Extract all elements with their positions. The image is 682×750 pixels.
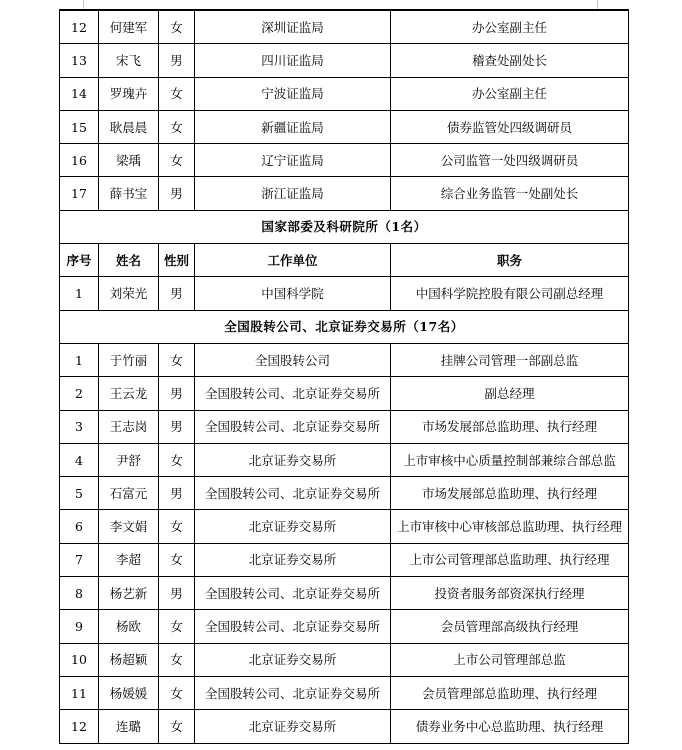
cell-position: 债券业务中心总监助理、执行经理 — [391, 710, 629, 743]
cell-work-unit: 北京证券交易所 — [195, 510, 391, 543]
cell-name: 罗瑰卉 — [99, 77, 159, 110]
cell-name: 梁瑀 — [99, 144, 159, 177]
cell-position: 挂牌公司管理一部副总监 — [391, 343, 629, 376]
cell-serial-number: 15 — [60, 110, 99, 143]
table-row — [60, 710, 629, 743]
cell-serial-number: 9 — [60, 610, 99, 643]
cell-gender: 男 — [159, 277, 195, 310]
cell-name: 刘荣光 — [99, 277, 159, 310]
cell-serial-number: 3 — [60, 410, 99, 443]
cell-gender: 男 — [159, 410, 195, 443]
cell-position: 办公室副主任 — [391, 10, 629, 44]
cell-position: 综合业务监管一处副处长 — [391, 177, 629, 210]
cell-name: 耿晨晨 — [99, 110, 159, 143]
cell-work-unit: 北京证券交易所 — [195, 443, 391, 476]
column-header: 工作单位 — [195, 244, 391, 277]
table-row — [60, 643, 629, 676]
cell-serial-number: 1 — [60, 343, 99, 376]
cell-work-unit: 宁波证监局 — [195, 77, 391, 110]
section-title: 全国股转公司、北京证券交易所（17名） — [60, 310, 629, 343]
cell-name: 连璐 — [99, 710, 159, 743]
cell-serial-number: 5 — [60, 477, 99, 510]
table-row — [60, 510, 629, 543]
cell-work-unit: 中国科学院 — [195, 277, 391, 310]
cell-work-unit: 新疆证监局 — [195, 110, 391, 143]
cell-position: 中国科学院控股有限公司副总经理 — [391, 277, 629, 310]
table-row — [60, 410, 629, 443]
cell-name: 杨媛媛 — [99, 676, 159, 709]
cell-gender: 女 — [159, 643, 195, 676]
cell-work-unit: 全国股转公司、北京证券交易所 — [195, 477, 391, 510]
cell-name: 李超 — [99, 543, 159, 576]
table-row — [60, 676, 629, 709]
table-row — [60, 377, 629, 410]
column-header-row — [60, 244, 629, 277]
cell-serial-number: 1 — [60, 277, 99, 310]
table-row — [60, 443, 629, 476]
cell-gender: 女 — [159, 510, 195, 543]
table-body — [60, 10, 629, 743]
cell-work-unit: 全国股转公司、北京证券交易所 — [195, 577, 391, 610]
column-header: 姓名 — [99, 244, 159, 277]
cell-position: 办公室副主任 — [391, 77, 629, 110]
cell-position: 上市审核中心审核部总监助理、执行经理 — [391, 510, 629, 543]
cell-name: 王云龙 — [99, 377, 159, 410]
table-row — [60, 543, 629, 576]
cell-gender: 女 — [159, 10, 195, 44]
table-row — [60, 177, 629, 210]
cell-position: 会员管理部高级执行经理 — [391, 610, 629, 643]
cell-work-unit: 全国股转公司 — [195, 343, 391, 376]
cell-gender: 男 — [159, 477, 195, 510]
cell-position: 市场发展部总监助理、执行经理 — [391, 477, 629, 510]
cell-position: 副总经理 — [391, 377, 629, 410]
cell-gender: 女 — [159, 144, 195, 177]
cell-position: 上市公司管理部总监助理、执行经理 — [391, 543, 629, 576]
table-row — [60, 343, 629, 376]
cell-name: 薛书宝 — [99, 177, 159, 210]
cell-position: 公司监管一处四级调研员 — [391, 144, 629, 177]
cell-work-unit: 全国股转公司、北京证券交易所 — [195, 377, 391, 410]
table-row — [60, 577, 629, 610]
table-row — [60, 44, 629, 77]
section-title: 国家部委及科研院所（1名） — [60, 210, 629, 243]
cell-gender: 女 — [159, 77, 195, 110]
personnel-roster-table — [59, 9, 629, 744]
cell-gender: 女 — [159, 710, 195, 743]
cell-gender: 男 — [159, 177, 195, 210]
cell-work-unit: 四川证监局 — [195, 44, 391, 77]
cell-serial-number: 4 — [60, 443, 99, 476]
cell-name: 李文娟 — [99, 510, 159, 543]
cell-serial-number: 11 — [60, 676, 99, 709]
cell-position: 会员管理部总监助理、执行经理 — [391, 676, 629, 709]
cell-serial-number: 16 — [60, 144, 99, 177]
cell-gender: 男 — [159, 377, 195, 410]
cell-name: 何建军 — [99, 10, 159, 44]
table-row — [60, 144, 629, 177]
page-margin-mark-right — [597, 0, 598, 9]
cell-serial-number: 17 — [60, 177, 99, 210]
cell-serial-number: 8 — [60, 577, 99, 610]
cell-work-unit: 北京证券交易所 — [195, 543, 391, 576]
cell-position: 上市公司管理部总监 — [391, 643, 629, 676]
cell-name: 尹舒 — [99, 443, 159, 476]
cell-serial-number: 6 — [60, 510, 99, 543]
cell-name: 杨欧 — [99, 610, 159, 643]
cell-gender: 女 — [159, 110, 195, 143]
cell-work-unit: 北京证券交易所 — [195, 710, 391, 743]
column-header: 职务 — [391, 244, 629, 277]
table-row — [60, 110, 629, 143]
cell-serial-number: 12 — [60, 10, 99, 44]
cell-work-unit: 辽宁证监局 — [195, 144, 391, 177]
cell-work-unit: 北京证券交易所 — [195, 643, 391, 676]
cell-work-unit: 深圳证监局 — [195, 10, 391, 44]
cell-work-unit: 浙江证监局 — [195, 177, 391, 210]
cell-gender: 男 — [159, 44, 195, 77]
cell-name: 宋飞 — [99, 44, 159, 77]
section-title-row — [60, 310, 629, 343]
cell-serial-number: 7 — [60, 543, 99, 576]
cell-serial-number: 12 — [60, 710, 99, 743]
cell-gender: 男 — [159, 577, 195, 610]
column-header: 性别 — [159, 244, 195, 277]
cell-name: 杨超颖 — [99, 643, 159, 676]
cell-name: 于竹丽 — [99, 343, 159, 376]
cell-serial-number: 10 — [60, 643, 99, 676]
cell-name: 王志岗 — [99, 410, 159, 443]
cell-work-unit: 全国股转公司、北京证券交易所 — [195, 610, 391, 643]
cell-work-unit: 全国股转公司、北京证券交易所 — [195, 676, 391, 709]
cell-name: 杨艺新 — [99, 577, 159, 610]
cell-position: 上市审核中心质量控制部兼综合部总监 — [391, 443, 629, 476]
column-header: 序号 — [60, 244, 99, 277]
table-row — [60, 77, 629, 110]
cell-name: 石富元 — [99, 477, 159, 510]
cell-serial-number: 2 — [60, 377, 99, 410]
cell-serial-number: 14 — [60, 77, 99, 110]
cell-gender: 女 — [159, 610, 195, 643]
table-row — [60, 477, 629, 510]
table-row — [60, 610, 629, 643]
page-margin-mark-left — [83, 0, 84, 9]
cell-gender: 女 — [159, 543, 195, 576]
cell-gender: 女 — [159, 443, 195, 476]
cell-serial-number: 13 — [60, 44, 99, 77]
cell-gender: 女 — [159, 676, 195, 709]
table-row — [60, 10, 629, 44]
cell-gender: 女 — [159, 343, 195, 376]
cell-position: 市场发展部总监助理、执行经理 — [391, 410, 629, 443]
section-title-row — [60, 210, 629, 243]
table-row — [60, 277, 629, 310]
cell-position: 投资者服务部资深执行经理 — [391, 577, 629, 610]
cell-position: 债券监管处四级调研员 — [391, 110, 629, 143]
cell-position: 稽查处副处长 — [391, 44, 629, 77]
cell-work-unit: 全国股转公司、北京证券交易所 — [195, 410, 391, 443]
